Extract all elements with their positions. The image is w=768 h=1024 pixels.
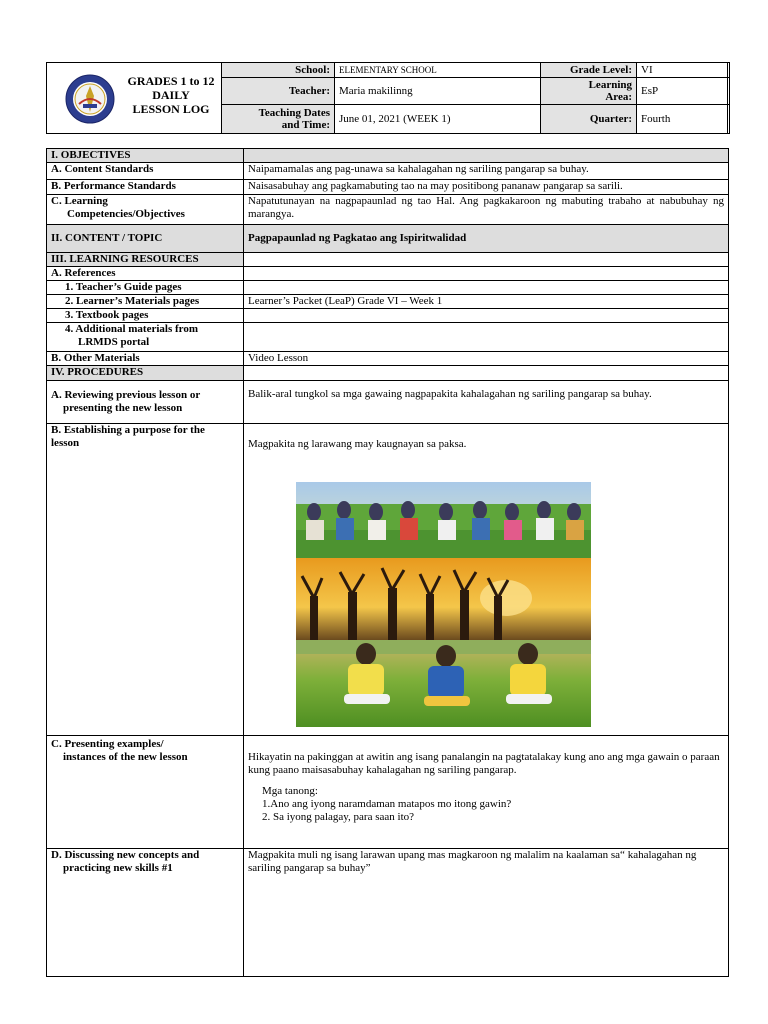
lesson-log-header [46,62,728,134]
table-row [47,180,729,195]
grade-level-value: VI [637,63,730,78]
table-row [47,252,729,266]
presenting-examples-label: C. Presenting examples/ instances of the new lesson [47,736,244,849]
table-row [47,309,729,323]
additional-materials-label: 4. Additional materials from LRMDS portal [47,323,244,352]
teaching-dates-label: Teaching Dates and Time: [222,105,335,134]
question-item: 1.Ano ang iyong naramdaman matapos mo itong gawin? [262,798,512,811]
title-line: GRADES 1 to 12 [127,74,215,88]
deped-seal-icon [65,74,115,124]
questions-block [248,785,724,824]
content-topic-value: Pagpapaunlad ng Pagkatao ang Ispiritwalidad [244,224,729,252]
grade-level-label: Grade Level: [541,63,637,78]
table-row [47,423,729,735]
other-materials-label: B. Other Materials [47,352,244,366]
table-row [47,149,729,163]
other-materials-value: Video Lesson [244,352,729,366]
table-row [47,848,729,976]
photo-girls-praying [296,640,591,727]
table-row [47,224,729,252]
photo-students-reading [296,482,591,558]
establishing-purpose-label: B. Establishing a purpose for the lesson [47,423,244,735]
table-row [47,736,729,849]
reviewing-lesson-value: Balik-aral tungkol sa mga gawaing nagpapakita kahalagahan ng sariling pangarap sa buhay. [244,380,729,423]
table-row [47,295,729,309]
title-line: DAILY [152,88,190,102]
content-standards-label: A. Content Standards [47,163,244,180]
table-row [47,280,729,294]
procedures-heading: IV. PROCEDURES [47,366,244,380]
content-standards-value: Naipamamalas ang pag-unawa sa kahalagahan ng sariling pangarap sa buhay. [244,163,729,180]
header-info-grid [221,62,730,134]
establishing-purpose-value: Magpakita ng larawang may kaugnayan sa paksa. [248,437,467,450]
presenting-examples-value: Hikayatin na pakinggan at awitin ang isang panalangin na pagtatalakay kung ano ang mga gawain o paraan kung paano maisasabuhay kahalagahan ng sariling pangarap. [248,751,720,777]
teaching-dates-value: June 01, 2021 (WEEK 1) [335,105,541,134]
teachers-guide-label: 1. Teacher’s Guide pages [47,280,244,294]
performance-standards-value: Naisasabuhay ang pagkamabuting tao na may positibong pananaw pangarap sa sarili. [244,180,729,195]
content-topic-heading: II. CONTENT / TOPIC [47,224,244,252]
table-row [47,163,729,180]
references-label: A. References [47,266,244,280]
discussing-concepts-label: D. Discussing new concepts and practicing new skills #1 [47,848,244,976]
table-row [47,352,729,366]
objectives-heading: I. OBJECTIVES [47,149,244,163]
competencies-value: Napatutunayan na nagpapaunlad ng tao Hal. Ang pagkakaroon ng mabuting trabaho at nabubuhay ng marangya. [244,195,729,224]
school-value: ELEMENTARY SCHOOL [335,63,541,78]
learners-materials-label: 2. Learner’s Materials pages [47,295,244,309]
quarter-value: Fourth [637,105,730,134]
learning-area-label: Learning Area: [541,78,637,105]
competencies-label: C. Learning Competencies/Objectives [47,195,244,224]
question-item: 2. Sa iyong palagay, para saan ito? [262,811,415,824]
teacher-value: Maria makilinng [335,78,541,105]
reviewing-lesson-label: A. Reviewing previous lesson or presenting the new lesson [47,380,244,423]
table-row [47,380,729,423]
textbook-label: 3. Textbook pages [47,309,244,323]
photo-sunset-silhouettes [296,558,591,640]
questions-title: Mga tanong: [262,785,318,798]
establishing-purpose-cell [244,423,729,735]
table-row [47,266,729,280]
lesson-photos-image [296,482,591,727]
teacher-label: Teacher: [222,78,335,105]
quarter-label: Quarter: [541,105,637,134]
discussing-concepts-value: Magpakita muli ng isang larawan upang mas magkaroon ng malalim na kaalaman sa“ kahalagahan ng sariling pangarap sa buhay” [244,848,729,976]
presenting-examples-cell [244,736,729,849]
lesson-log-title [121,74,221,116]
school-label: School: [222,63,335,78]
table-row [47,366,729,380]
table-row [47,195,729,224]
learning-area-value: EsP [637,78,730,105]
learners-materials-value: Learner’s Packet (LeaP) Grade VI – Week 1 [244,295,729,309]
performance-standards-label: B. Performance Standards [47,180,244,195]
learning-resources-heading: III. LEARNING RESOURCES [47,252,244,266]
title-line: LESSON LOG [132,102,210,116]
table-row [47,323,729,352]
lesson-plan-table [46,148,729,977]
